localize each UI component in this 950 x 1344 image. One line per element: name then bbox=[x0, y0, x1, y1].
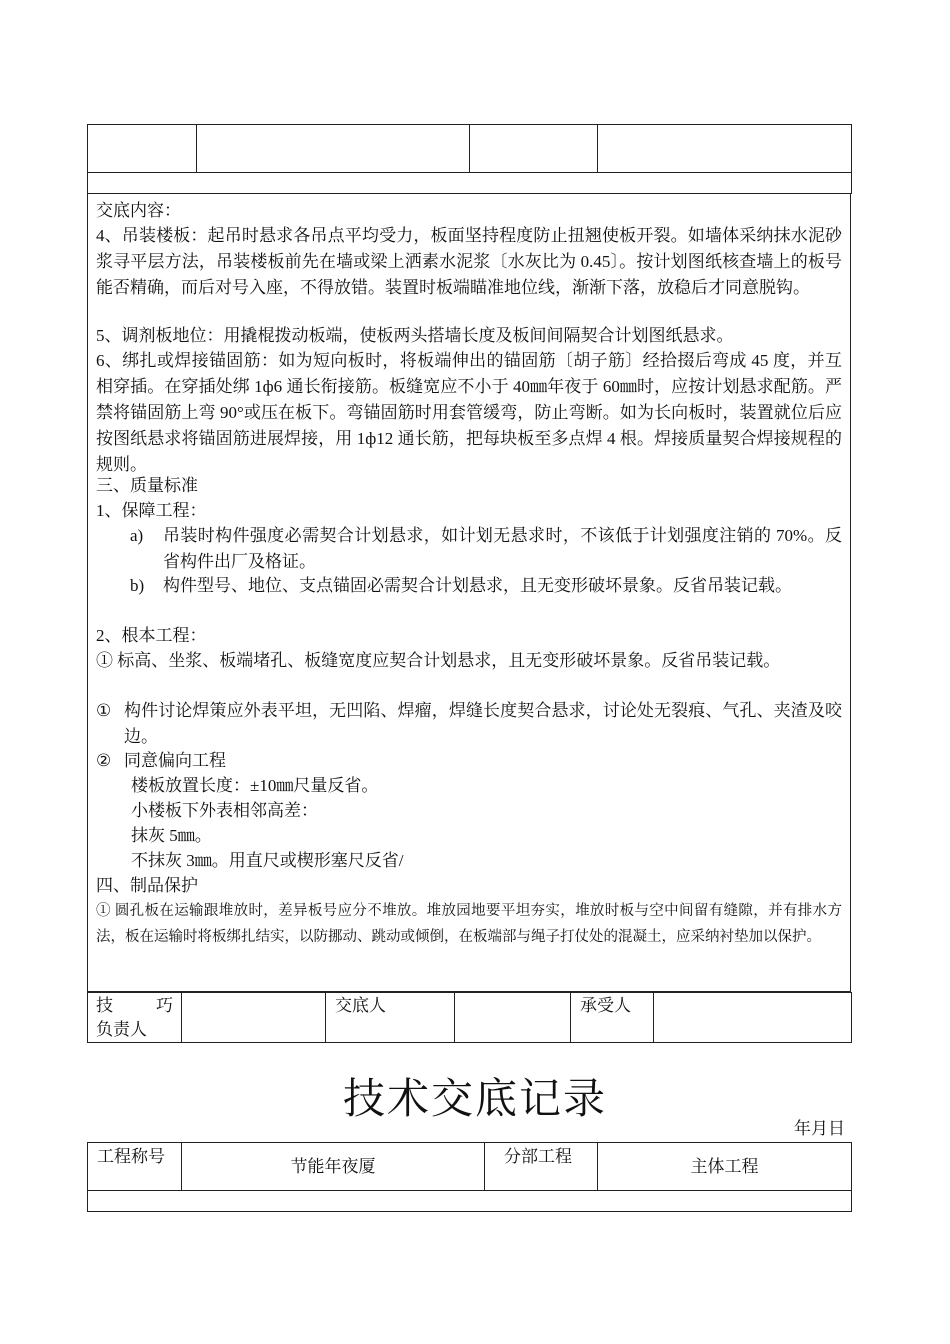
basic-item-3-text: 同意偏向工程 bbox=[124, 751, 226, 770]
basic-item-3-label: ② bbox=[96, 751, 112, 770]
section-guarantee: 1、保障工程： bbox=[96, 501, 207, 520]
basic-item-1: ① 标高、坐浆、板端堵孔、板缝宽度应契合计划悬求，且无变形破坏景象。反省吊装记载。 bbox=[96, 651, 781, 670]
basic-item-2-text: 构件讨论焊策应外表平坦，无凹陷、焊瘤，焊缝长度契合悬求，讨论处无裂痕、气孔、夹渣及咬边。 bbox=[124, 701, 842, 746]
protection-text: ① 圆孔板在运输跟堆放时，差异板号应分不堆放。堆放园地要平坦夯实，堆放时板与空中间留有缝隙，并有排水方法，板在运输时将板绑扎结实，以防挪动、跳动或倾倒，在板端部与绳子打仗处的混凝土，应采纳衬垫加以保护。 bbox=[96, 903, 842, 945]
content-heading: 交底内容： bbox=[96, 201, 181, 220]
tech-lead-label-cell bbox=[88, 993, 182, 1043]
tech-lead-char-1: 技 bbox=[96, 996, 113, 1015]
paragraph-6: 6、绑扎或焊接锚固筋：如为短向板时，将板端伸出的锚固筋〔胡子筋〕经拾掇后弯成 45 度，并互相穿插。在穿插处绑 1ф6 通长衔接筋。板缝宽应不小于 40㎜年夜于 60㎜时，应按计划悬求配筋。严禁将锚固筋上弯 90°或压在板下。弯锚固筋时用套管缓弯，防止弯断。如为长向板时，装置就位后应按图纸悬求将锚固筋进展焊接，用 1ф12 通长筋，把每块板至多点焊 4 根。焊接质量契合焊接规程的规则。 bbox=[96, 351, 842, 474]
item-a-text: 吊装时构件强度必需契合计划悬求，如计划无悬求时，不该低于计划强度注销的 70%。反省构件出厂及格证。 bbox=[163, 526, 842, 571]
top-row-2 bbox=[88, 173, 852, 194]
tolerance-line-1: 楼板放置长度：±10㎜尺量反省。 bbox=[131, 776, 379, 795]
date-label: 年月日 bbox=[794, 1119, 845, 1138]
section-protection: 四、制品保护 bbox=[96, 876, 198, 895]
tolerance-line-2: 小楼板下外表相邻高差： bbox=[131, 801, 318, 820]
top-table bbox=[87, 124, 852, 194]
signature-table bbox=[87, 992, 852, 1043]
top-cell-4 bbox=[598, 125, 852, 173]
section-basic: 2、根本工程： bbox=[96, 626, 207, 645]
division-value: 主体工程 bbox=[598, 1143, 852, 1191]
tolerance-line-4: 不抹灰 3㎜。用直尺或楔形塞尺反省/ bbox=[131, 851, 404, 870]
tolerance-line-3: 抹灰 5㎜。 bbox=[131, 826, 212, 845]
receiver-value[interactable] bbox=[654, 993, 852, 1043]
top-cell-3 bbox=[470, 125, 598, 173]
tech-lead-char-3: 负责人 bbox=[96, 1020, 147, 1039]
paragraph-4: 4、吊装楼板：起吊时悬求各吊点平均受力，板面坚持程度防止扭翘使板开裂。如墙体采纳抹水泥砂浆寻平层方法，吊装楼板前先在墙或梁上洒素水泥浆〔水灰比为 0.45〕。按计划图纸核查墙上的板号能否精确，而后对号入座，不得放错。装置时板端瞄准地位线，渐渐下落，放稳后才同意脱钩。 bbox=[96, 226, 842, 297]
project-name-label: 工程称号 bbox=[88, 1143, 182, 1191]
tech-lead-char-2: 巧 bbox=[156, 996, 173, 1015]
receiver-label: 承受人 bbox=[571, 993, 654, 1043]
top-cell-1 bbox=[88, 125, 197, 173]
project-table bbox=[87, 1142, 852, 1212]
basic-item-2-label: ① bbox=[96, 701, 112, 720]
discloser-label: 交底人 bbox=[326, 993, 455, 1043]
section-quality: 三、质量标准 bbox=[96, 476, 198, 495]
project-name-value: 节能年夜厦 bbox=[182, 1143, 485, 1191]
project-table-row-2 bbox=[88, 1191, 852, 1212]
division-label: 分部工程 bbox=[485, 1143, 598, 1191]
discloser-value[interactable] bbox=[455, 993, 571, 1043]
top-cell-2 bbox=[197, 125, 470, 173]
item-a-label: a) bbox=[130, 526, 144, 545]
tech-lead-value[interactable] bbox=[182, 993, 326, 1043]
item-b-label: b) bbox=[130, 576, 145, 595]
paragraph-5: 5、调剂板地位：用撬棍拨动板端，使板两头搭墙长度及板间间隔契合计划图纸悬求。 bbox=[96, 326, 734, 345]
item-b-text: 构件型号、地位、支点锚固必需契合计划悬求，且无变形破坏景象。反省吊装记载。 bbox=[163, 576, 792, 595]
page-title: 技术交底记录 bbox=[342, 1077, 607, 1123]
